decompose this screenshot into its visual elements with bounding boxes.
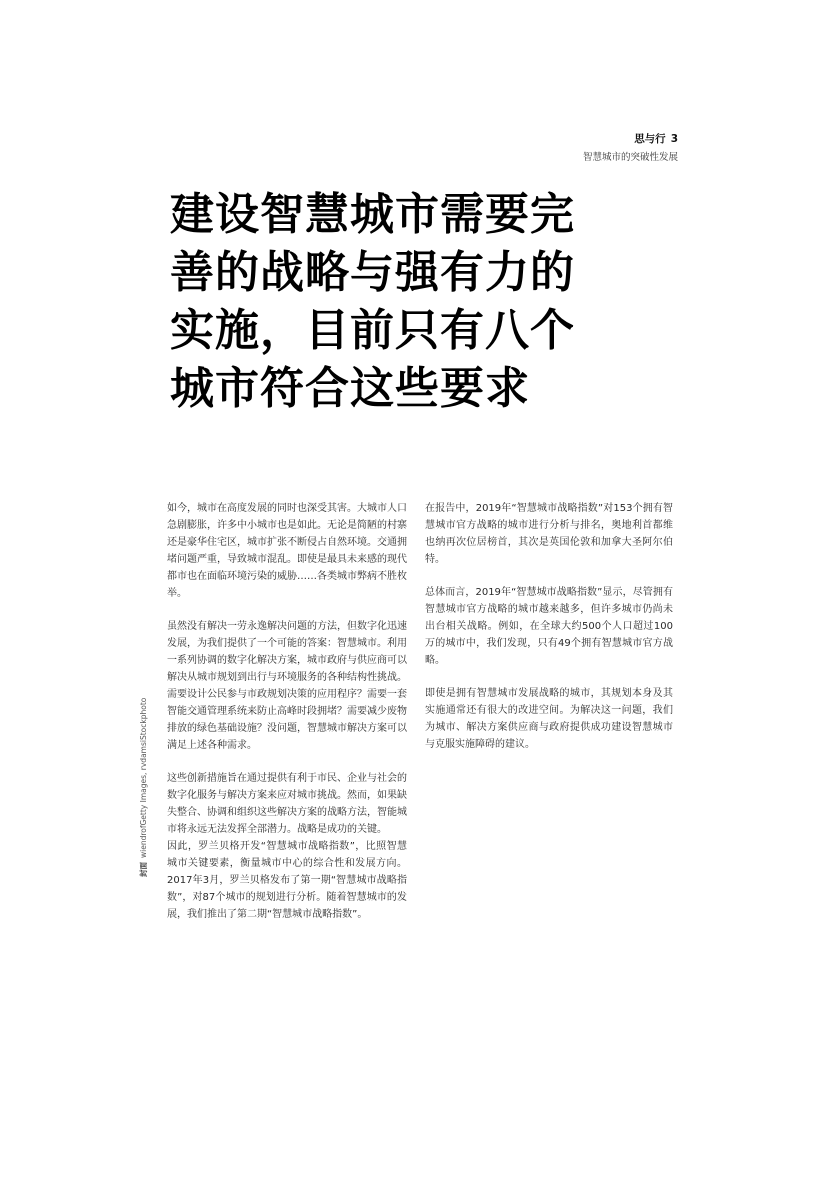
paragraph: 如今，城市在高度发展的同时也深受其害。大城市人口急剧膨胀，许多中小城市也是如此。无论是简陋的村寨还是豪华住宅区，城市扩张不断侵占自然环境。交通拥堵问题严重，导致城市混乱。即使是最具未来感的现代都市也在面临环境污染的威胁……各类城市弊病不胜枚举。 (167, 503, 407, 599)
headline-line: 善的战略与强有力的 (170, 247, 575, 298)
photo-credit-text: wiendrofGetty Images, rvdamsiStockphoto (139, 697, 148, 858)
paragraph: 因此，罗兰贝格开发“智慧城市战略指数”，比照智慧城市关键要素，衡量城市中心的综合性和发展方向。2017年3月，罗兰贝格发布了第一期“智慧城市战略指数”，对87个城市的规划进行分析。随着智慧城市的发展，我们推出了第二期“智慧城市战略指数”。 (167, 841, 407, 920)
section-subtitle: 智慧城市的突破性发展 (582, 152, 678, 163)
section-label (583, 131, 678, 146)
paragraph: 即使是拥有智慧城市发展战略的城市，其规划本身及其实施通常还有很大的改进空间。为解决这一问题，我们为城市、解决方案供应商与政府提供成功建设智慧城市与克服实施障碍的建议。 (425, 688, 673, 750)
paragraph: 总体而言，2019年“智慧城市战略指数”显示，尽管拥有智慧城市官方战略的城市越来越多，但许多城市仍尚未出台相关战略。例如，在全球大约500个人口超过100万的城市中，我们发现，只有49个拥有智慧城市官方战略。 (425, 587, 673, 666)
body-column-left (167, 500, 407, 939)
paragraph: 在报告中，2019年“智慧城市战略指数”对153个拥有智慧城市官方战略的城市进行分析与排名，奥地利首都维也纳再次位居榜首，其次是英国伦敦和加拿大圣阿尔伯特。 (425, 503, 673, 565)
headline (170, 186, 690, 418)
photo-credit (138, 698, 149, 877)
section-title: 思与行 (634, 133, 666, 145)
headline-line: 建设智慧城市需要完 (170, 189, 575, 240)
page-header (583, 131, 678, 163)
paragraph: 这些创新措施旨在通过提供有利于市民、企业与社会的数字化服务与解决方案来应对城市挑战。然而，如果缺失整合、协调和组织这些解决方案的战略方法，智能城市将永远无法发挥全部潜力。战略是成功的关键。 (167, 773, 407, 835)
body-column-right (425, 500, 673, 769)
headline-line: 实施，目前只有八个 (170, 305, 575, 356)
headline-line: 城市符合这些要求 (170, 363, 530, 414)
photo-credit-label: 封面 (139, 862, 148, 877)
paragraph: 虽然没有解决一劳永逸解决问题的方法，但数字化迅速发展，为我们提供了一个可能的答案：智慧城市。利用一系列协调的数字化解决方案，城市政府与供应商可以解决从城市规划到出行与环境服务的各种结构性挑战。需要设计公民参与市政规划决策的应用程序？需要一套智能交通管理系统来防止高峰时段拥堵？需要减少废物排放的绿色基础设施？没问题，智慧城市解决方案可以满足上述各种需求。 (167, 621, 407, 751)
page-number: 3 (670, 133, 678, 145)
